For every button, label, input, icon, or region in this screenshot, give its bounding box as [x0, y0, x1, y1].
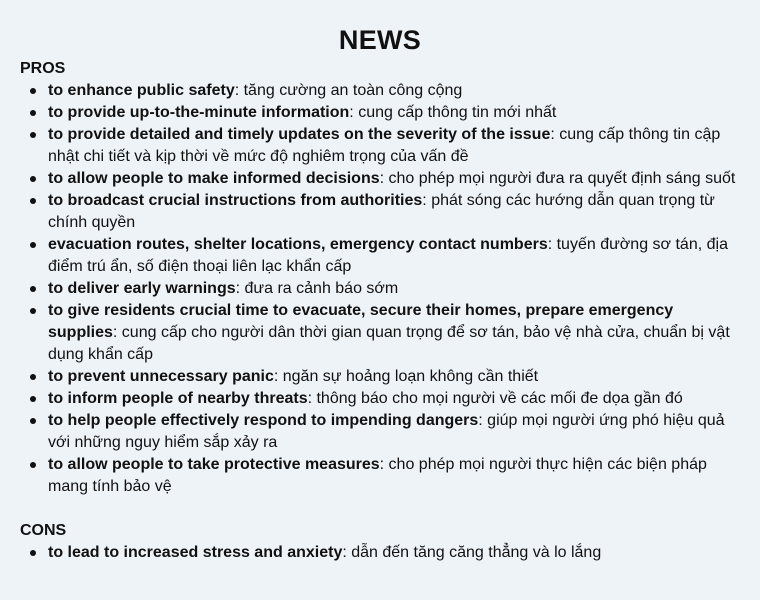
- item-term: to provide detailed and timely updates on the severity of the issue: [48, 126, 551, 143]
- item-term: to prevent unnecessary panic: [48, 368, 274, 385]
- item-meaning: : thông báo cho mọi người về các mối đe dọa gần đó: [307, 390, 683, 407]
- bullet-icon: [30, 176, 36, 182]
- item-meaning: : tuyến đường sơ tán, địa điểm trú ẩn, số điện thoại liên lạc khẩn cấp: [48, 236, 728, 275]
- list-item: [48, 454, 740, 498]
- cons-heading: CONS: [20, 522, 67, 539]
- bullet-icon: [30, 418, 36, 424]
- bullet-icon: [30, 132, 36, 138]
- list-item: [48, 102, 740, 124]
- item-term: to help people effectively respond to impending dangers: [48, 412, 479, 429]
- bullet-icon: [30, 110, 36, 116]
- item-term: to inform people of nearby threats: [48, 390, 308, 407]
- item-term: to enhance public safety: [48, 82, 235, 99]
- bullet-icon: [30, 242, 36, 248]
- item-term: to give residents crucial time to evacuate, secure their homes, prepare emergency supplies: [48, 302, 674, 341]
- bullet-icon: [30, 308, 36, 314]
- list-item: [48, 190, 740, 234]
- bullet-icon: [30, 462, 36, 468]
- list-item: [48, 168, 740, 190]
- page-title: NEWS: [338, 25, 422, 55]
- item-meaning: : phát sóng các hướng dẫn quan trọng từ chính quyền: [48, 192, 715, 231]
- bullet-icon: [30, 88, 36, 94]
- list-item: [48, 366, 740, 388]
- item-term: to lead to increased stress and anxiety: [48, 544, 343, 561]
- bullet-icon: [30, 198, 36, 204]
- list-item: [48, 278, 740, 300]
- cons-list: [20, 542, 740, 564]
- item-meaning: : cung cấp cho người dân thời gian quan trọng để sơ tán, bảo vệ nhà cửa, chuẩn bị vật dụng khẩn cấp: [48, 324, 730, 363]
- list-item: [48, 300, 740, 366]
- bullet-icon: [30, 396, 36, 402]
- bullet-icon: [30, 286, 36, 292]
- item-term: to deliver early warnings: [48, 280, 236, 297]
- list-item: [48, 234, 740, 278]
- pros-heading: PROS: [20, 60, 66, 77]
- list-item: [48, 410, 740, 454]
- list-item: [48, 542, 740, 564]
- item-meaning: : ngăn sự hoảng loạn không cần thiết: [273, 368, 539, 385]
- item-meaning: : tăng cường an toàn công cộng: [234, 82, 463, 99]
- bullet-icon: [30, 550, 36, 556]
- item-meaning: : đưa ra cảnh báo sớm: [235, 280, 399, 297]
- item-term: to allow people to make informed decisions: [48, 170, 380, 187]
- item-meaning: : giúp mọi người ứng phó hiệu quả với những nguy hiểm sắp xảy ra: [48, 412, 725, 451]
- item-term: to provide up-to-the-minute information: [48, 104, 350, 121]
- item-meaning: : cho phép mọi người đưa ra quyết định sáng suốt: [379, 170, 736, 187]
- bullet-icon: [30, 374, 36, 380]
- item-term: to allow people to take protective measures: [48, 456, 380, 473]
- item-term: to broadcast crucial instructions from authorities: [48, 192, 423, 209]
- item-meaning: : dẫn đến tăng căng thẳng và lo lắng: [342, 544, 602, 561]
- item-meaning: : cung cấp thông tin cập nhật chi tiết và kịp thời về mức độ nghiêm trọng của vấn đề: [48, 126, 721, 165]
- item-meaning: : cung cấp thông tin mới nhất: [349, 104, 557, 121]
- pros-list: [20, 80, 740, 498]
- item-term: evacuation routes, shelter locations, emergency contact numbers: [48, 236, 548, 253]
- item-meaning: : cho phép mọi người thực hiện các biện pháp mang tính bảo vệ: [48, 456, 707, 495]
- list-item: [48, 124, 740, 168]
- list-item: [48, 80, 740, 102]
- list-item: [48, 388, 740, 410]
